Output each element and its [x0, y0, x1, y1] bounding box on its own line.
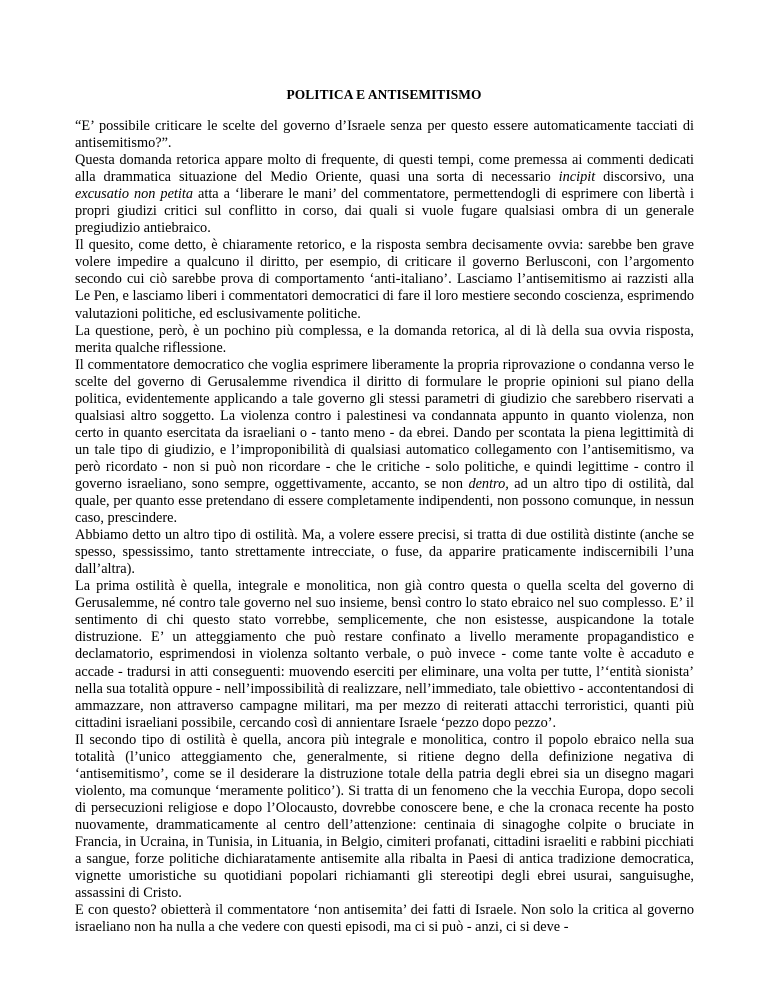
text-run: “E’ possibile criticare le scelte del governo d’Israele senza per questo essere automaticamente tacciati di antisemitismo?”. [75, 118, 694, 152]
italic-text: dentro, [468, 475, 509, 492]
paragraph [75, 902, 694, 936]
text-run: La prima ostilità è quella, integrale e monolitica, non già contro questa o quella scelta del governo di Gerusalemme, né contro tale governo nel suo insieme, bensì contro lo stato ebraico nel suo complesso. E’ il sentimento di chi questo stato vorrebbe, semplicemente, che non esistesse, auspicandone la totale distruzione. E’ un atteggiamento che può restare confinato a livello meramente propagandistico e declamatorio, esprimendosi in violenza soltanto verbale, o può invece - come tante volte è accaduto e accade - tradursi in atti conseguenti: muovendo eserciti per eliminare, una volta per tutte, l’‘entità sionista’ nella sua totalità oppure - nell’impossibilità di realizzare, nell’immediato, tale obiettivo - accontentandosi di ammazzare, non attraverso campagne militari, ma per mezzo di reiterati attacchi terroristici, quanti più cittadini israeliani possibile, cercando così di annientare Israele ‘pezzo dopo pezzo’. [75, 578, 694, 731]
text-run: Abbiamo detto un altro tipo di ostilità. Ma, a volere essere precisi, si tratta di due ostilità distinte (anche se spesso, spessissimo, tanto strettamente intrecciate, o fuse, da apparire praticamente indiscernibili l’una dall’altra). [75, 527, 694, 578]
paragraph [75, 152, 694, 237]
paragraph [75, 732, 694, 902]
text-run: ad un altro tipo di ostilità, dal quale, per quanto esse pretendano di essere completamente indipendenti, non possono comunque, in nessun caso, prescindere. [75, 475, 694, 527]
text-run: atta a ‘liberare le mani’ del commentatore, permettendogli di esprimere con libertà i propri giudizi critici sul conflitto in corso, dai quali si vuole fugare qualsiasi ombra di un generale pregiudizio antiebraico. [75, 186, 694, 237]
paragraph [75, 237, 694, 322]
document-body [75, 118, 694, 936]
text-run: Questa domanda retorica appare molto di frequente, di questi tempi, come premessa ai commenti dedicati alla drammatica situazione del Medio Oriente, quasi una sorta di necessario [75, 152, 694, 186]
paragraph [75, 118, 694, 152]
italic-text: incipit [558, 169, 596, 186]
document-title: POLITICA E ANTISEMITISMO [286, 87, 482, 102]
text-run: E con questo? obietterà il commentatore ‘non antisemita’ dei fatti di Israele. Non solo la critica al governo israeliano non ha nulla a che vedere con questi episodi, ma ci si può - anzi, ci si deve - [75, 902, 694, 936]
paragraph [75, 578, 694, 731]
paragraph [75, 323, 694, 357]
text-run: Il secondo tipo di ostilità è quella, ancora più integrale e monolitica, contro il popolo ebraico nella sua totalità (l’unico atteggiamento che, generalmente, si ritiene degno della definizione negativa di ‘antisemitismo’, come se il desiderare la distruzione totale della patria degli ebrei sia un disegno magari violento, ma comunque ‘meramente politico’). Si tratta di un fenomeno che la vecchia Europa, dopo secoli di persecuzioni religiose e dopo l’Olocausto, dovrebbe conoscere bene, e che la cronaca recente ha posto nuovamente, drammaticamente al centro dell’attenzione: centinaia di sinagoghe colpite o bruciate in Francia, in Ucraina, in Tunisia, in Lituania, in Belgio, cimiteri profanati, cittadini israeliti e rabbini picchiati a sangue, forze politiche dichiaratamente antisemite alla ribalta in Paesi di antica tradizione democratica, vignette umoristiche su quotidiani popolari richiamanti gli stereotipi degli ebrei usurai, sanguisughe, assassini di Cristo. [75, 731, 694, 902]
text-run: discorsivo, una [595, 169, 695, 186]
text-run: Il commentatore democratico che voglia esprimere liberamente la propria riprovazione o condanna verso le scelte del governo di Gerusalemme rivendica il diritto di formulare le proprie opinioni sul piano della politica, evidentemente applicando a tale governo gli stessi parametri di giudizio che sarebbero riservati a qualsiasi altro soggetto. La violenza contro i palestinesi va condannata appunto in quanto violenza, non certo in quanto esercitata da israeliani o - tanto meno - da ebrei. Dando per scontata la piena legittimità di un tale tipo di giudizio, e l’improponibilità di qualsiasi automatico collegamento con l’antisemitismo, va però ricordato - non si può non ricordare - che le critiche - solo politiche, e quindi legittime - contro il governo israeliano, sono sempre, oggettivamente, accanto, se non [75, 356, 694, 492]
paragraph [75, 527, 694, 578]
text-run: La questione, però, è un pochino più complessa, e la domanda retorica, al di là della sua ovvia risposta, merita qualche riflessione. [75, 322, 694, 356]
paragraph [75, 357, 694, 527]
italic-text: excusatio non petita [75, 186, 193, 203]
text-run: Il quesito, come detto, è chiaramente retorico, e la risposta sembra decisamente ovvia: sarebbe ben grave volere impedire a qualcuno il diritto, per esempio, di criticare il governo Berlusconi, con l’argomento secondo cui ciò sarebbe prova di comportamento ‘anti-italiano’. Lasciamo l’antisemitismo ai razzisti alla Le Pen, e lasciamo liberi i commentatori democratici di fare il loro mestiere secondo coscienza, esprimendo valutazioni politiche, ed esclusivamente politiche. [75, 237, 694, 322]
